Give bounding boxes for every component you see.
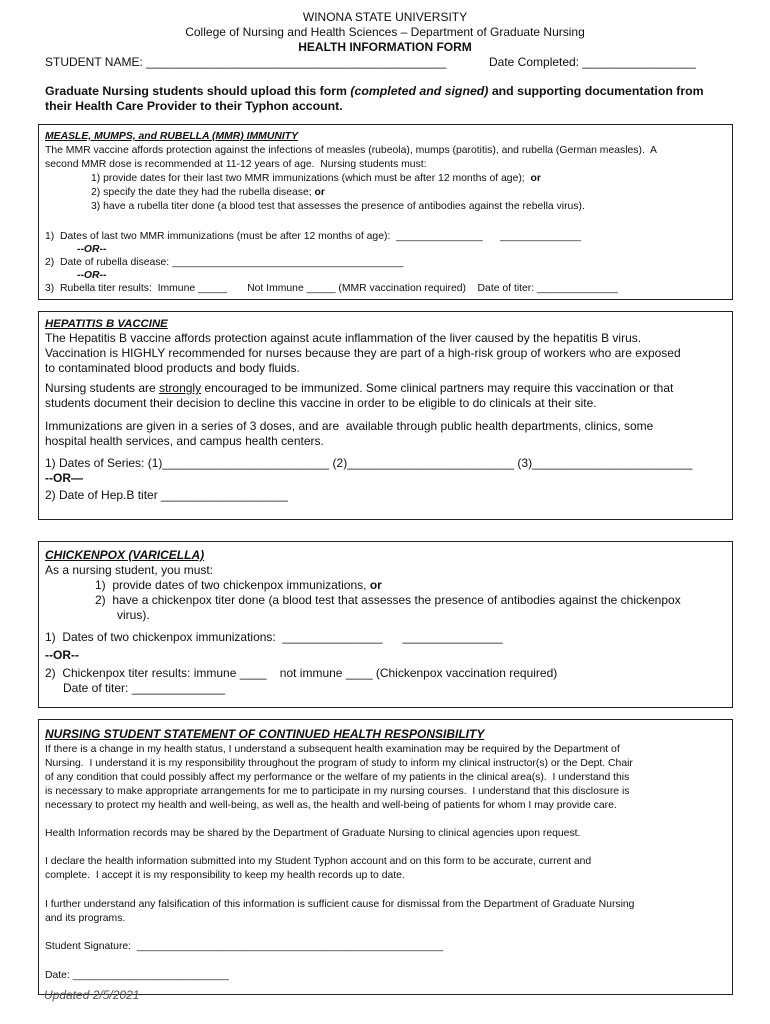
varicella-or: --OR-- — [45, 648, 79, 662]
varicella-title: CHICKENPOX (VARICELLA) — [45, 548, 205, 562]
college-name: College of Nursing and Health Sciences – Department of Graduate Nursing — [185, 25, 585, 39]
mmr-or-2: --OR-- — [77, 270, 107, 281]
updated-date: Updated 2/5/2021 — [44, 988, 140, 1002]
signature-date-field[interactable]: Date: ___________________________ — [45, 970, 229, 981]
statement-p1-line4: is necessary to make appropriate arrangements for me to participate in my nursing courses. I understand that this disclosure is — [45, 786, 630, 797]
hepatitis-b-section — [38, 311, 733, 520]
statement-title: NURSING STUDENT STATEMENT OF CONTINUED HEALTH RESPONSIBILITY — [45, 727, 485, 741]
hepb-desc-3: to contaminated blood products and body fluids. — [45, 361, 300, 375]
hepb-desc-1: The Hepatitis B vaccine affords protection against acute inflammation of the liver caused by the hepatitis B virus. — [45, 331, 642, 345]
statement-p3-line1: I declare the health information submitted into my Student Typhon account and on this form to be accurate, current and — [45, 856, 592, 867]
rubella-titer-field[interactable]: 3) Rubella titer results: Immune _____ Not Immune _____ (MMR vaccination required) Date of titer: ______________ — [45, 283, 618, 294]
university-name: WINONA STATE UNIVERSITY — [302, 10, 468, 24]
statement-p2: Health Information records may be shared by the Department of Graduate Nursing to clinical agencies upon request. — [45, 828, 581, 839]
hepb-series-dates-field[interactable]: 1) Dates of Series: (1)_________________________ (2)_________________________ (3)________________________ — [45, 456, 693, 470]
hepb-titer-date-field[interactable]: 2) Date of Hep.B titer ___________________ — [45, 488, 288, 502]
form-title: HEALTH INFORMATION FORM — [298, 40, 472, 54]
statement-p3-line2: complete. I accept it is my responsibility to keep my health records up to date. — [45, 870, 405, 881]
intro-text: Graduate Nursing students should upload this form (completed and signed) and supporting documentation from — [45, 84, 704, 98]
chickenpox-dates-field[interactable]: 1) Dates of two chickenpox immunizations: _______________ _______________ — [45, 630, 503, 644]
chickenpox-titer-date-field[interactable]: Date of titer: ______________ — [63, 681, 226, 695]
varicella-option-2: 2) have a chickenpox titer done (a blood test that assesses the presence of antibodies against the chickenpox — [95, 593, 681, 607]
student-name-field[interactable]: STUDENT NAME: _____________________________________________ — [45, 55, 447, 69]
statement-p1-line2: Nursing. I understand it is my responsibility throughout the program of study to inform my clinical instructor(s) or the Dept. Chair — [45, 758, 633, 769]
statement-section — [38, 719, 733, 995]
varicella-option-2-cont: virus). — [117, 608, 150, 622]
date-completed-field[interactable]: Date Completed: _________________ — [489, 55, 696, 69]
statement-p1-line1: If there is a change in my health status, I understand a subsequent health examination may be required by the Department of — [45, 744, 620, 755]
chickenpox-titer-field[interactable]: 2) Chickenpox titer results: immune ____ not immune ____ (Chickenpox vaccination required) — [45, 666, 558, 680]
intro-text-line2: their Health Care Provider to their Typhon account. — [45, 99, 343, 113]
mmr-or-1: --OR-- — [77, 244, 107, 255]
hepb-desc-2: Vaccination is HIGHLY recommended for nurses because they are part of a high-risk group of workers who are exposed — [45, 346, 681, 360]
rubella-disease-date-field[interactable]: 2) Date of rubella disease: ________________________________________ — [45, 257, 404, 268]
hepb-encourage-1: Nursing students are strongly encouraged to be immunized. Some clinical partners may require this vaccination or that — [45, 381, 674, 395]
mmr-desc-1: The MMR vaccine affords protection against the infections of measles (rubeola), mumps (parotitis), and rubella (German measles). A — [45, 145, 657, 156]
hepb-availability-1: Immunizations are given in a series of 3 doses, and are available through public health departments, clinics, some — [45, 419, 654, 433]
statement-p4-line1: I further understand any falsification of this information is sufficient cause for dismissal from the Department of Graduate Nursing — [45, 899, 635, 910]
mmr-title: MEASLE, MUMPS, and RUBELLA (MMR) IMMUNITY — [45, 131, 299, 142]
mmr-section — [38, 124, 733, 300]
varicella-intro: As a nursing student, you must: — [45, 563, 214, 577]
mmr-dates-field[interactable]: 1) Dates of last two MMR immunizations (must be after 12 months of age): _______________ ______________ — [45, 231, 582, 242]
varicella-option-1: 1) provide dates of two chickenpox immunizations, or — [95, 578, 382, 592]
mmr-option-1: 1) provide dates for their last two MMR immunizations (which must be after 12 months of age); or — [91, 173, 541, 184]
student-signature-field[interactable]: Student Signature: _____________________________________________________ — [45, 941, 444, 952]
statement-p1-line5: necessary to protect my health and well-being, as well as, the health and well-being of patients for whom I may provide care. — [45, 800, 617, 811]
hepb-availability-2: hospital health services, and campus health centers. — [45, 434, 324, 448]
statement-p4-line2: and its programs. — [45, 913, 126, 924]
hepb-title: HEPATITIS B VACCINE — [45, 318, 168, 330]
chickenpox-section — [38, 541, 733, 708]
mmr-desc-2: second MMR dose is recommended at 11-12 years of age. Nursing students must: — [45, 159, 427, 170]
mmr-option-3: 3) have a rubella titer done (a blood test that assesses the presence of antibodies against the rebella virus). — [91, 201, 585, 212]
hepb-encourage-2: students document their decision to decline this vaccine in order to be eligible to do clinicals at their site. — [45, 396, 597, 410]
hepb-or: --OR— — [45, 471, 83, 485]
statement-p1-line3: of any condition that could possibly affect my performance or the welfare of my patients in the clinical area(s). I understand this — [45, 772, 630, 783]
mmr-option-2: 2) specify the date they had the rubella disease; or — [91, 187, 325, 198]
